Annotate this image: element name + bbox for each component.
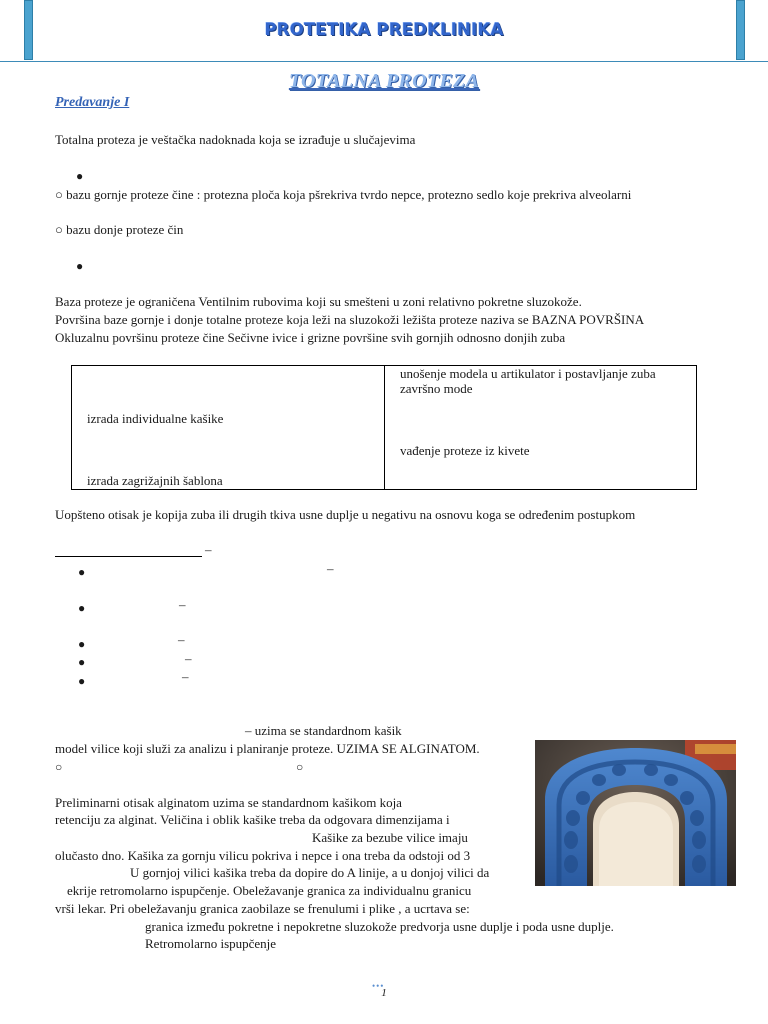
baza-line-3: Okluzalnu površinu proteze čine Sečivne ivice i grizne površine svih gornjih odnosno donjih zuba bbox=[55, 330, 566, 345]
bullet-icon: ● bbox=[76, 259, 84, 273]
bullet-icon: ● bbox=[78, 655, 86, 669]
header-divider bbox=[0, 61, 768, 62]
lower-base-item: ○ bazu donje proteze čin bbox=[55, 222, 184, 237]
prelim-line-6: ekrije retromolarno ispupčenje. Obeležavanje granica za individualnu granicu bbox=[67, 883, 472, 898]
dash-text: – bbox=[179, 597, 186, 612]
model-line: model vilice koji služi za analizu i planiranje proteze. UZIMA SE ALGINATOM. bbox=[55, 741, 480, 756]
bullet-icon: ● bbox=[78, 637, 86, 651]
impression-photo bbox=[535, 740, 736, 886]
header-title: PROTETIKA PREDKLINIKA bbox=[264, 20, 504, 39]
table-cell-right-top-1: unošenje modela u artikulator i postavljanje zuba bbox=[400, 366, 656, 381]
bullet-icon: ● bbox=[76, 169, 84, 183]
upper-base-item: ○ bazu gornje proteze čine : protezna ploča koja pšrekriva tvrdo nepce, protezno sedlo koje prekriva alveolarni bbox=[55, 187, 632, 202]
bullet-icon: ● bbox=[78, 601, 86, 615]
table-column-divider bbox=[384, 365, 385, 490]
dash-text: – bbox=[327, 561, 334, 576]
prelim-line-1: Preliminarni otisak alginatom uzima se standardnom kašikom koja bbox=[55, 795, 402, 810]
prelim-line-2: retenciju za alginat. Veličina i oblik kašike treba da odgovara dimenzijama i bbox=[55, 812, 450, 827]
table-cell-right-top-2: završno mode bbox=[400, 381, 473, 396]
prelim-line-4: olučasto dno. Kašika za gornju vilicu pokriva i nepce i ona treba da odstoji od 3 bbox=[55, 848, 471, 863]
table-cell-left-top: izrada individualne kašike bbox=[87, 411, 224, 426]
circle-bullet-icon: ○ bbox=[296, 760, 304, 774]
dash-text: – bbox=[205, 542, 212, 557]
bullet-icon: ● bbox=[78, 674, 86, 688]
blank-underline bbox=[55, 556, 202, 557]
prelim-line-9: Retromolarno ispupčenje bbox=[145, 936, 277, 951]
dash-text: – bbox=[182, 669, 189, 684]
prelim-line-7: vrši lekar. Pri obeležavanju granica zaobilaze se frenulumi i plike , a ucrtava se: bbox=[55, 901, 470, 916]
prelim-line-5: U gornjoj vilici kašika treba da dopire do A linije, a u donjoj vilici da bbox=[130, 865, 490, 880]
baza-line-2: Površina baze gornje i donje totalne proteze koja leži na sluzokoži ležišta proteze naziva se BAZNA POVRŠINA bbox=[55, 312, 645, 327]
standard-impression-line: – uzima se standardnom kašik bbox=[245, 723, 402, 738]
lower-base-text: bazu donje proteze čin bbox=[66, 222, 184, 237]
bullet-icon: ● bbox=[78, 565, 86, 579]
table-cell-right-bottom: vađenje proteze iz kivete bbox=[400, 443, 530, 458]
document-title: TOTALNA PROTEZA bbox=[288, 70, 480, 92]
prelim-line-8: granica između pokretne i nepokretne sluzokože predvorja usne duplje i poda usne duplje. bbox=[145, 919, 614, 934]
baza-line-1: Baza proteze je ograničena Ventilnim rubovima koji su smešteni u zoni relativno pokretne sluzokože. bbox=[55, 294, 582, 309]
dash-text: – bbox=[178, 632, 185, 647]
upper-base-text: bazu gornje proteze čine : protezna ploča koja pšrekriva tvrdo nepce, protezno sedlo koje prekriva alveolarni bbox=[66, 187, 632, 202]
prelim-line-3: Kašike za bezube vilice imaju bbox=[312, 830, 468, 845]
lecture-heading: Predavanje I bbox=[55, 95, 130, 110]
intro-paragraph: Totalna proteza je veštačka nadoknada koja se izrađuje u slučajevima bbox=[55, 132, 416, 147]
page-dots: ••• bbox=[372, 981, 385, 991]
impression-definition: Uopšteno otisak je kopija zuba ili drugih tkiva usne duplje u negativu na osnovu koga se određenim postupkom bbox=[55, 507, 636, 522]
dash-text: – bbox=[185, 651, 192, 666]
table-cell-left-bottom: izrada zagrižajnih šablona bbox=[87, 473, 223, 488]
page-number: 1 bbox=[381, 987, 387, 999]
circle-bullet-icon: ○ bbox=[55, 760, 63, 774]
